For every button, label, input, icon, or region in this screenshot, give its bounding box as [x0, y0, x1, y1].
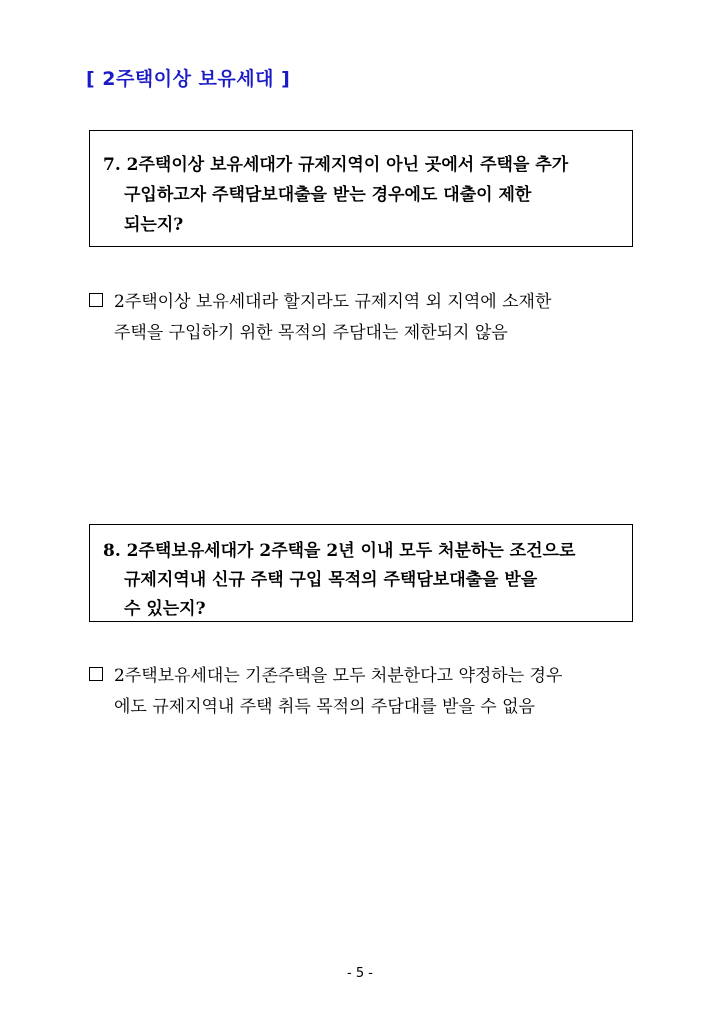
question-8-line-3: 수 있는지? — [124, 599, 206, 619]
question-box-8 — [89, 524, 633, 622]
answer-8-line-1: 2주택보유세대는 기존주택을 모두 처분한다고 약정하는 경우 — [114, 666, 563, 686]
answer-7-line-1: 2주택이상 보유세대라 할지라도 규제지역 외 지역에 소재한 — [114, 292, 552, 312]
page-number: - 5 - — [347, 966, 373, 981]
answer-8-line-2: 에도 규제지역내 주택 취득 목적의 주담대를 받을 수 없음 — [114, 697, 535, 717]
checkbox-square-icon — [89, 667, 103, 681]
question-8-line-2: 규제지역내 신규 주택 구입 목적의 주택담보대출을 받을 — [124, 570, 538, 590]
checkbox-square-icon — [89, 293, 103, 307]
question-7-line-1: 7. 2주택이상 보유세대가 규제지역이 아닌 곳에서 주택을 추가 — [103, 155, 569, 175]
answer-7-line-2: 주택을 구입하기 위한 목적의 주담대는 제한되지 않음 — [114, 323, 508, 343]
question-8-line-1: 8. 2주택보유세대가 2주택을 2년 이내 모두 처분하는 조건으로 — [103, 541, 576, 561]
question-7-line-3: 되는지? — [124, 215, 184, 235]
section-title: [ 2주택이상 보유세대 ] — [86, 68, 291, 90]
question-box-7 — [89, 130, 633, 247]
question-7-line-2: 구입하고자 주택담보대출을 받는 경우에도 대출이 제한 — [124, 185, 532, 205]
